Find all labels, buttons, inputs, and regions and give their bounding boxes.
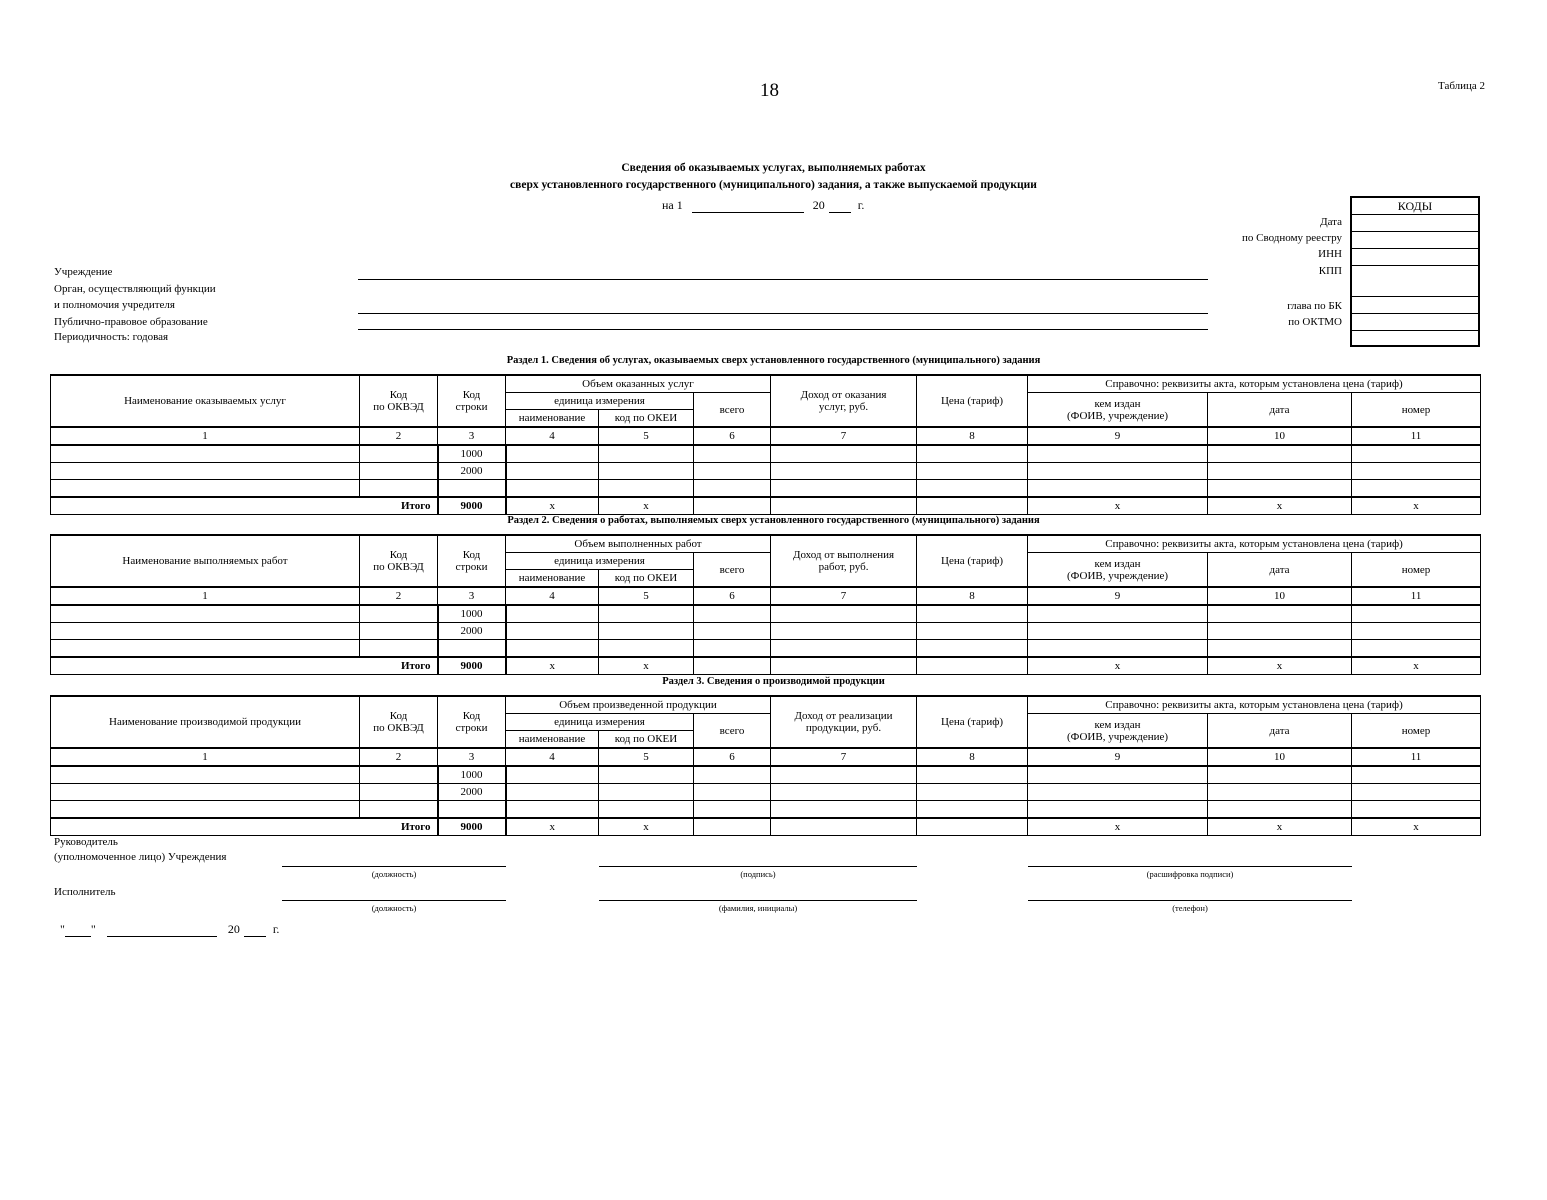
header-date: дата <box>1208 393 1352 428</box>
x-mark: х <box>506 657 599 675</box>
date-prefix: на 1 <box>662 198 683 212</box>
footer-date-month-field[interactable] <box>107 924 217 937</box>
date-suffix: г. <box>857 198 865 212</box>
header-total: всего <box>694 553 771 588</box>
header-unit-okei: код по ОКЕИ <box>599 410 694 428</box>
x-mark: х <box>1352 818 1481 836</box>
header-name: Наименование производимой продукции <box>51 696 360 748</box>
col-num: 1 <box>51 587 360 605</box>
header-total: всего <box>694 714 771 749</box>
col-num: 2 <box>360 748 438 766</box>
col-num: 4 <box>506 587 599 605</box>
code-label-kpp: КПП <box>1318 265 1342 277</box>
table-label: Таблица 2 <box>1438 80 1486 92</box>
header-issued-by: кем издан (ФОИВ, учреждение) <box>1028 553 1208 588</box>
header-unit-name: наименование <box>506 731 599 749</box>
col-num: 4 <box>506 748 599 766</box>
header-line-code: Код строки <box>438 375 506 427</box>
header-income: Доход от оказания услуг, руб. <box>771 375 917 427</box>
row-code: 2000 <box>438 623 506 640</box>
public-entity-field[interactable] <box>358 329 1208 330</box>
caption-signature: (подпись) <box>740 869 776 879</box>
header-ref: Справочно: реквизиты акта, которым установлена цена (тариф) <box>1028 696 1481 714</box>
header-number: номер <box>1352 553 1481 588</box>
header-name: Наименование выполняемых работ <box>51 535 360 587</box>
col-num: 7 <box>771 748 917 766</box>
row-code: 1000 <box>438 766 506 784</box>
x-mark: х <box>599 657 694 675</box>
header-unit-okei: код по ОКЕИ <box>599 731 694 749</box>
x-mark: х <box>599 818 694 836</box>
col-num: 5 <box>599 427 694 445</box>
col-num: 6 <box>694 587 771 605</box>
header-total: всего <box>694 393 771 428</box>
header-number: номер <box>1352 714 1481 749</box>
x-mark: х <box>1352 497 1481 515</box>
head-decode-field[interactable] <box>1028 866 1352 867</box>
total-code: 9000 <box>438 497 506 515</box>
total-row <box>51 818 1481 836</box>
caption-position-2: (должность) <box>371 903 417 913</box>
authority-label-2: и полномочия учредителя <box>54 299 175 311</box>
code-cell-empty[interactable] <box>1352 331 1478 347</box>
head-label-1: Руководитель <box>54 836 118 848</box>
total-label: Итого <box>51 657 438 675</box>
header-volume: Объем оказанных услуг <box>506 375 771 393</box>
col-num: 8 <box>917 748 1028 766</box>
row-code: 1000 <box>438 605 506 623</box>
col-num: 10 <box>1208 427 1352 445</box>
code-cell-date[interactable] <box>1352 215 1478 232</box>
header-unit: единица измерения <box>506 714 694 731</box>
table-row <box>51 766 1481 784</box>
row-code: 1000 <box>438 445 506 463</box>
executor-position-field[interactable] <box>282 900 506 901</box>
executor-label: Исполнитель <box>54 886 116 898</box>
table-row <box>51 463 1481 480</box>
col-num: 2 <box>360 587 438 605</box>
form-title-line2: сверх установленного государственного (муниципального) задания, а также выпускаемой продукции <box>510 179 1037 191</box>
codes-header: КОДЫ <box>1352 198 1478 215</box>
caption-position: (должность) <box>371 869 417 879</box>
total-row <box>51 497 1481 515</box>
table-row <box>51 445 1481 463</box>
header-income: Доход от выполнения работ, руб. <box>771 535 917 587</box>
col-num: 11 <box>1352 427 1481 445</box>
x-mark: х <box>1208 657 1352 675</box>
code-label-date: Дата <box>1320 216 1342 228</box>
section-1-title: Раздел 1. Сведения об услугах, оказываемых сверх установленного государственного (муниципального) задания <box>506 355 1041 366</box>
header-price: Цена (тариф) <box>917 696 1028 748</box>
periodicity-label: Периодичность: годовая <box>54 331 169 343</box>
header-number: номер <box>1352 393 1481 428</box>
institution-label: Учреждение <box>54 266 113 278</box>
executor-name-field[interactable] <box>599 900 917 901</box>
col-num: 1 <box>51 748 360 766</box>
header-unit: единица измерения <box>506 553 694 570</box>
total-label: Итого <box>51 818 438 836</box>
footer-date-day-field[interactable] <box>65 924 91 937</box>
header-line-code: Код строки <box>438 696 506 748</box>
col-num: 5 <box>599 587 694 605</box>
col-num: 3 <box>438 427 506 445</box>
col-num: 8 <box>917 427 1028 445</box>
section-1-table <box>50 374 1481 515</box>
header-date: дата <box>1208 553 1352 588</box>
col-num: 2 <box>360 427 438 445</box>
row-code: 2000 <box>438 463 506 480</box>
col-num: 3 <box>438 748 506 766</box>
table-row <box>51 784 1481 801</box>
date-year-field[interactable] <box>829 200 851 213</box>
section-2-title: Раздел 2. Сведения о работах, выполняемых сверх установленного государственного (муниципального) задания <box>507 515 1040 526</box>
table-row <box>51 480 1481 498</box>
x-mark: х <box>1352 657 1481 675</box>
header-okved: Код по ОКВЭД <box>360 696 438 748</box>
header-issued-by: кем издан (ФОИВ, учреждение) <box>1028 714 1208 749</box>
header-income: Доход от реализации продукции, руб. <box>771 696 917 748</box>
head-position-field[interactable] <box>282 866 506 867</box>
code-cell-registry[interactable] <box>1352 232 1478 249</box>
x-mark: х <box>506 818 599 836</box>
authority-label-1: Орган, осуществляющий функции <box>54 283 216 295</box>
col-num: 8 <box>917 587 1028 605</box>
col-num: 5 <box>599 748 694 766</box>
x-mark: х <box>1028 657 1208 675</box>
caption-name: (фамилия, инициалы) <box>718 903 798 913</box>
row-code <box>438 480 506 498</box>
total-row <box>51 657 1481 675</box>
col-num: 10 <box>1208 748 1352 766</box>
col-num: 6 <box>694 427 771 445</box>
date-day-month-field[interactable] <box>692 200 804 213</box>
x-mark: х <box>1208 497 1352 515</box>
col-num: 4 <box>506 427 599 445</box>
header-volume: Объем произведенной продукции <box>506 696 771 714</box>
col-num: 6 <box>694 748 771 766</box>
code-label-inn: ИНН <box>1318 248 1342 260</box>
table-row <box>51 623 1481 640</box>
head-label-2: (уполномоченное лицо) Учреждения <box>54 851 227 863</box>
section-3-table <box>50 695 1481 836</box>
header-okved: Код по ОКВЭД <box>360 375 438 427</box>
table-row <box>51 640 1481 658</box>
footer-date: " " 20 г. <box>60 922 280 936</box>
header-ref: Справочно: реквизиты акта, которым установлена цена (тариф) <box>1028 375 1481 393</box>
code-cell-bk[interactable] <box>1352 297 1478 314</box>
col-num: 1 <box>51 427 360 445</box>
col-num: 11 <box>1352 748 1481 766</box>
header-unit-name: наименование <box>506 410 599 428</box>
header-volume: Объем выполненных работ <box>506 535 771 553</box>
page-number: 18 <box>760 80 779 101</box>
head-signature-field[interactable] <box>599 866 917 867</box>
public-entity-label: Публично-правовое образование <box>54 316 208 328</box>
institution-field[interactable] <box>358 279 1208 280</box>
header-name: Наименование оказываемых услуг <box>51 375 360 427</box>
col-num: 7 <box>771 587 917 605</box>
total-label: Итого <box>51 497 438 515</box>
date-year: 20 <box>812 198 825 212</box>
codes-box <box>1350 196 1480 347</box>
col-num: 3 <box>438 587 506 605</box>
header-unit-okei: код по ОКЕИ <box>599 570 694 588</box>
code-cell-oktmo[interactable] <box>1352 314 1478 331</box>
header-issued-by: кем издан (ФОИВ, учреждение) <box>1028 393 1208 428</box>
x-mark: х <box>1028 818 1208 836</box>
col-num: 7 <box>771 427 917 445</box>
header-unit-name: наименование <box>506 570 599 588</box>
col-num: 11 <box>1352 587 1481 605</box>
col-num: 9 <box>1028 427 1208 445</box>
table-row <box>51 801 1481 819</box>
total-code: 9000 <box>438 657 506 675</box>
col-num: 10 <box>1208 587 1352 605</box>
code-cell-inn[interactable] <box>1352 249 1478 266</box>
col-num: 9 <box>1028 587 1208 605</box>
x-mark: х <box>599 497 694 515</box>
header-price: Цена (тариф) <box>917 375 1028 427</box>
header-price: Цена (тариф) <box>917 535 1028 587</box>
code-cell-kpp[interactable] <box>1352 266 1478 297</box>
caption-phone: (телефон) <box>1172 903 1208 913</box>
header-line-code: Код строки <box>438 535 506 587</box>
header-date: дата <box>1208 714 1352 749</box>
code-label-registry: по Сводному реестру <box>1242 232 1342 244</box>
row-code <box>438 640 506 658</box>
header-ref: Справочно: реквизиты акта, которым установлена цена (тариф) <box>1028 535 1481 553</box>
x-mark: х <box>1028 497 1208 515</box>
section-3-title: Раздел 3. Сведения о производимой продукции <box>662 676 885 687</box>
total-code: 9000 <box>438 818 506 836</box>
col-num: 9 <box>1028 748 1208 766</box>
executor-phone-field[interactable] <box>1028 900 1352 901</box>
header-okved: Код по ОКВЭД <box>360 535 438 587</box>
section-2-table <box>50 534 1481 675</box>
row-code: 2000 <box>438 784 506 801</box>
form-title-line1: Сведения об оказываемых услугах, выполняемых работах <box>621 162 926 174</box>
code-label-oktmo: по ОКТМО <box>1288 316 1342 328</box>
table-row <box>51 605 1481 623</box>
authority-field[interactable] <box>358 313 1208 314</box>
footer-date-year-field[interactable] <box>244 924 266 937</box>
code-label-bk: глава по БК <box>1287 300 1342 312</box>
x-mark: х <box>506 497 599 515</box>
caption-decode: (расшифровка подписи) <box>1146 869 1234 879</box>
x-mark: х <box>1208 818 1352 836</box>
header-unit: единица измерения <box>506 393 694 410</box>
row-code <box>438 801 506 819</box>
